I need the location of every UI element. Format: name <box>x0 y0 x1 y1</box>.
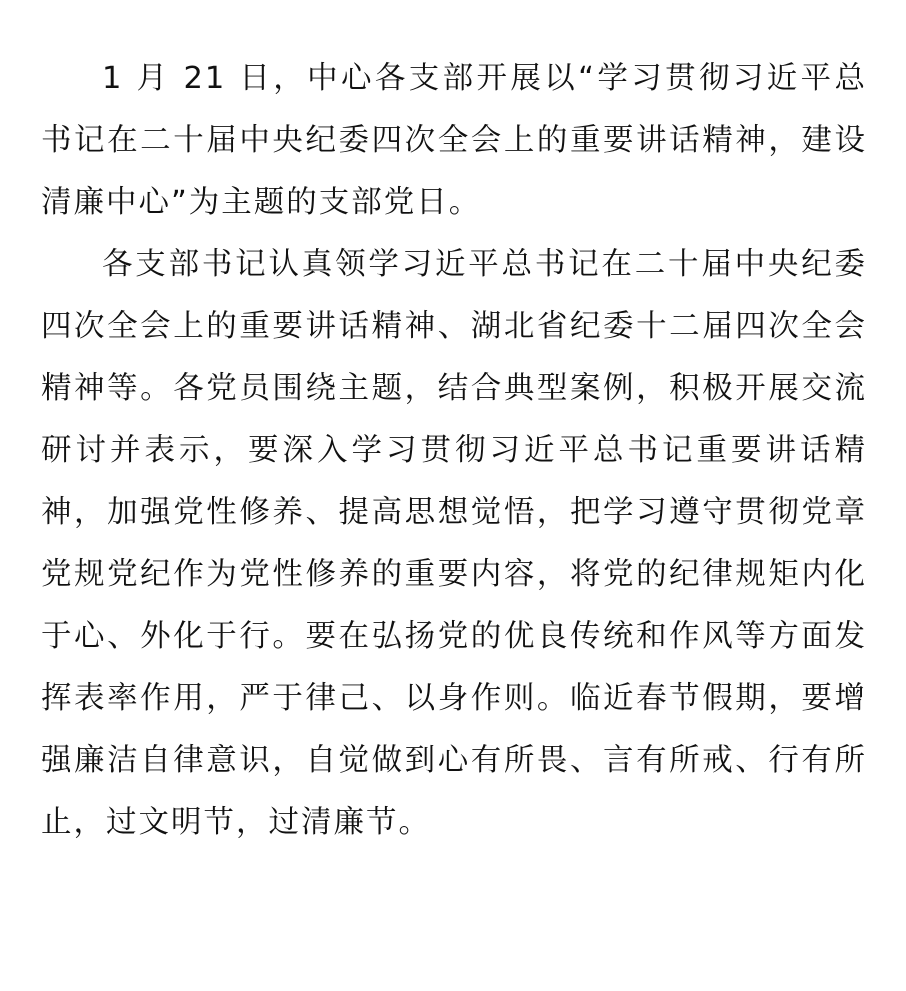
document-body <box>41 48 867 854</box>
paragraph-2: 各支部书记认真领学习近平总书记在二十届中央纪委四次全会上的重要讲话精神、湖北省纪委十二届四次全会精神等。各党员围绕主题，结合典型案例，积极开展交流研讨并表示，要深入学习贯彻习近平总书记重要讲话精神，加强党性修养、提高思想觉悟，把学习遵守贯彻党章党规党纪作为党性修养的重要内容，将党的纪律规矩内化于心、外化于行。要在弘扬党的优良传统和作风等方面发挥表率作用，严于律己、以身作则。临近春节假期，要增强廉洁自律意识，自觉做到心有所畏、言有所戒、行有所止，过文明节，过清廉节。 <box>41 247 867 840</box>
paragraph-1: 1 月 21 日，中心各支部开展以“学习贯彻习近平总书记在二十届中央纪委四次全会上的重要讲话精神，建设清廉中心”为主题的支部党日。 <box>41 61 867 220</box>
